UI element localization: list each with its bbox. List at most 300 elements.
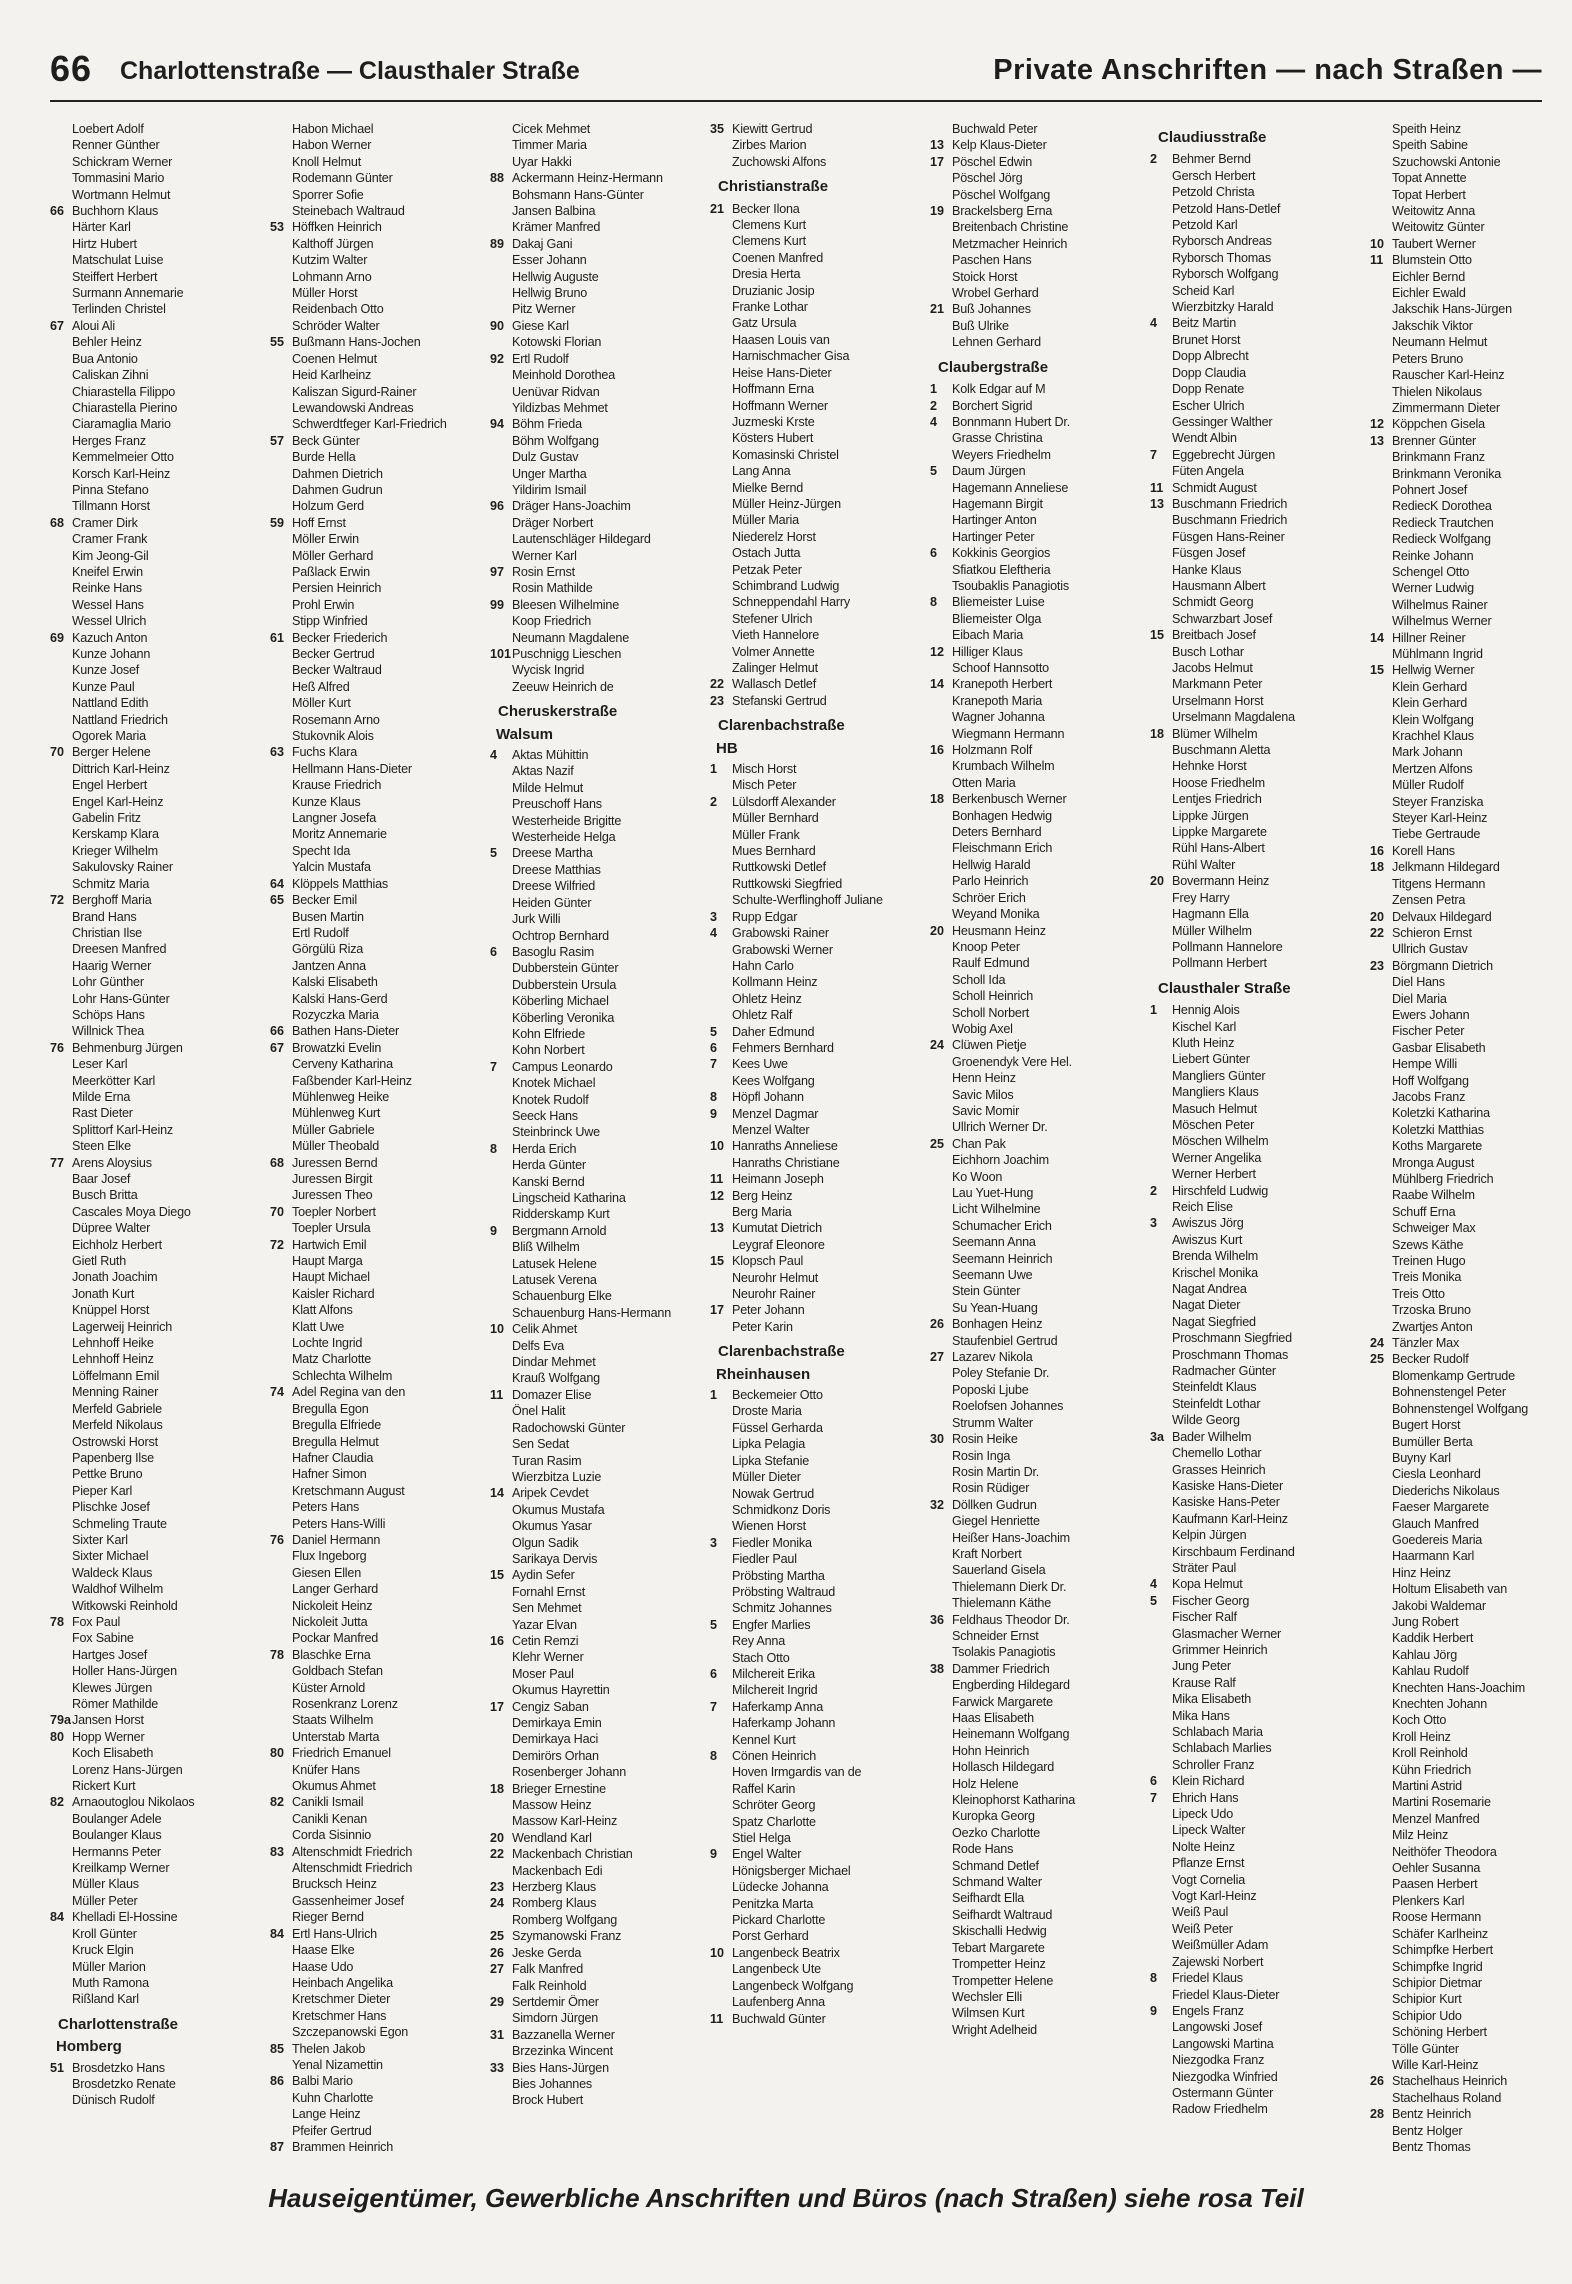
house-number	[490, 482, 512, 498]
house-number: 4	[930, 414, 938, 429]
resident-entry	[930, 1546, 1144, 1562]
resident-name: Scheid Karl	[1172, 283, 1235, 298]
resident-entry	[710, 1830, 924, 1846]
house-number	[710, 611, 732, 627]
house-number	[930, 1234, 952, 1250]
resident-entry	[1150, 644, 1364, 660]
resident-entry	[270, 1548, 484, 1564]
house-number	[710, 777, 732, 793]
resident-entry	[710, 1928, 924, 1944]
resident-entry	[930, 808, 1144, 824]
house-number	[710, 365, 732, 381]
resident-entry	[270, 1614, 484, 1630]
resident-name: Masuch Helmut	[1172, 1101, 1257, 1116]
resident-name: Bliß Wilhelm	[512, 1240, 580, 1255]
resident-entry	[1370, 1253, 1572, 1269]
house-number	[710, 859, 732, 875]
house-number	[1150, 184, 1172, 200]
house-number	[50, 301, 72, 317]
resident-name: Moritz Annemarie	[292, 827, 387, 842]
resident-entry	[490, 1748, 704, 1764]
house-number: 6	[710, 1040, 718, 1055]
house-number: 8	[930, 595, 938, 610]
resident-name: Urselmann Magdalena	[1172, 710, 1295, 725]
resident-name: Schmeling Traute	[72, 1516, 167, 1531]
house-number	[50, 679, 72, 695]
resident-entry	[490, 1945, 704, 1961]
resident-name: Fox Sabine	[72, 1631, 134, 1646]
house-number	[1150, 299, 1172, 315]
house-number	[930, 562, 952, 578]
resident-entry	[1150, 627, 1364, 643]
resident-name: Tommasini Mario	[72, 171, 165, 186]
resident-entry	[710, 1155, 924, 1171]
resident-entry	[490, 301, 704, 317]
resident-entry	[490, 400, 704, 416]
house-number	[50, 187, 72, 203]
house-number	[270, 1499, 292, 1515]
house-number	[1150, 1199, 1172, 1215]
resident-entry	[490, 384, 704, 400]
house-number	[1370, 301, 1392, 317]
resident-name: Friedel Klaus-Dieter	[1172, 1987, 1280, 2002]
resident-name: Busen Martin	[292, 909, 364, 924]
resident-entry	[1150, 1379, 1364, 1395]
resident-entry	[270, 744, 484, 760]
resident-name: Kroll Reinhold	[1392, 1746, 1468, 1761]
house-number: 14	[930, 677, 945, 692]
resident-entry	[1370, 974, 1572, 990]
resident-entry	[270, 941, 484, 957]
resident-entry	[270, 1959, 484, 1975]
resident-name: Vogt Cornelia	[1172, 1872, 1246, 1887]
house-number	[270, 1811, 292, 1827]
resident-name: Lüdecke Johanna	[732, 1880, 829, 1895]
resident-name: Schröder Walter	[292, 318, 380, 333]
house-number: 5	[710, 1024, 718, 1039]
resident-name: Kutzim Walter	[292, 253, 368, 268]
resident-entry	[930, 1349, 1144, 1365]
resident-entry	[490, 1256, 704, 1272]
house-number	[930, 627, 952, 643]
resident-entry	[1150, 857, 1364, 873]
house-number	[1150, 1839, 1172, 1855]
house-number	[490, 433, 512, 449]
column-7	[1370, 121, 1572, 2155]
resident-name: Proschmann Thomas	[1172, 1347, 1289, 1362]
resident-entry	[270, 1040, 484, 1056]
resident-entry	[1370, 1187, 1572, 1203]
resident-entry	[930, 1694, 1144, 1710]
house-number	[930, 1251, 952, 1267]
resident-name: Treinen Hugo	[1392, 1254, 1466, 1269]
house-number	[50, 794, 72, 810]
house-number: 66	[270, 1024, 285, 1039]
house-number: 82	[270, 1795, 285, 1810]
house-number	[930, 1743, 952, 1759]
resident-entry	[50, 695, 264, 711]
house-number	[1370, 269, 1392, 285]
resident-name: Habon Michael	[292, 122, 374, 136]
resident-entry	[270, 1007, 484, 1023]
resident-entry	[490, 1994, 704, 2010]
house-number	[1150, 365, 1172, 381]
resident-entry	[50, 1876, 264, 1892]
resident-entry	[930, 187, 1144, 203]
resident-name: Coenen Helmut	[292, 351, 377, 366]
house-number	[1150, 1347, 1172, 1363]
house-number	[930, 906, 952, 922]
resident-entry	[710, 693, 924, 709]
resident-name: Leygraf Eleonore	[732, 1237, 825, 1252]
house-number	[710, 1204, 732, 1220]
resident-name: Stoick Horst	[952, 269, 1018, 284]
house-number	[1370, 1811, 1392, 1827]
resident-entry	[1150, 1494, 1364, 1510]
resident-name: Fuchs Klara	[292, 745, 357, 760]
house-number	[1150, 463, 1172, 479]
footer-note: Hauseigentümer, Gewerbliche Anschriften und Büros (nach Straßen) siehe rosa Teil	[268, 2183, 1304, 2213]
house-number	[1150, 1248, 1172, 1264]
resident-name: Splittorf Karl-Heinz	[72, 1122, 173, 1137]
house-number	[490, 580, 512, 596]
resident-name: Markmann Peter	[1172, 677, 1263, 692]
house-number	[50, 1811, 72, 1827]
resident-name: Thelen Jakob	[292, 2041, 366, 2056]
resident-entry	[710, 217, 924, 233]
resident-entry	[270, 1138, 484, 1154]
resident-entry	[710, 909, 924, 925]
house-number	[1370, 1598, 1392, 1614]
house-number	[1150, 1740, 1172, 1756]
house-number	[50, 137, 72, 153]
resident-entry	[710, 1436, 924, 1452]
resident-name: Gassenheimer Josef	[292, 1893, 404, 1908]
house-number	[930, 972, 952, 988]
resident-entry	[270, 630, 484, 646]
resident-name: Scholl Ida	[952, 972, 1006, 987]
house-number	[1370, 1959, 1392, 1975]
resident-entry	[1370, 301, 1572, 317]
house-number	[270, 1056, 292, 1072]
house-number	[50, 449, 72, 465]
house-number	[1370, 1401, 1392, 1417]
resident-entry	[490, 1469, 704, 1485]
resident-entry	[1370, 367, 1572, 383]
resident-name: Ohletz Ralf	[732, 1008, 793, 1023]
resident-name: Wendland Karl	[512, 1830, 592, 1845]
resident-entry	[1150, 1232, 1364, 1248]
resident-entry	[710, 827, 924, 843]
house-number	[50, 1483, 72, 1499]
house-number	[50, 1926, 72, 1942]
resident-entry	[270, 1483, 484, 1499]
resident-entry	[1150, 1035, 1364, 1051]
house-number	[50, 1368, 72, 1384]
resident-entry	[930, 1497, 1144, 1513]
house-number	[930, 1759, 952, 1775]
resident-entry	[50, 1269, 264, 1285]
house-number	[270, 2008, 292, 2024]
house-number	[490, 1535, 512, 1551]
resident-entry	[1150, 1412, 1364, 1428]
house-number	[270, 859, 292, 875]
resident-name: Schulte-Werflinghoff Juliane	[732, 893, 883, 908]
resident-entry	[710, 562, 924, 578]
house-number	[50, 1319, 72, 1335]
resident-entry	[490, 219, 704, 235]
house-number	[1150, 201, 1172, 217]
house-number: 16	[930, 743, 945, 758]
resident-name: Kahlau Jörg	[1392, 1647, 1458, 1662]
house-number	[930, 1267, 952, 1283]
resident-entry	[710, 1237, 924, 1253]
resident-entry	[490, 911, 704, 927]
resident-name: Mühlmann Ingrid	[1392, 647, 1483, 661]
resident-name: Persien Heinrich	[292, 581, 382, 596]
house-number	[1150, 775, 1172, 791]
resident-name: Dammer Friedrich	[952, 1661, 1050, 1676]
resident-entry	[930, 1382, 1144, 1398]
resident-entry	[270, 1089, 484, 1105]
resident-entry	[50, 859, 264, 875]
resident-entry	[1150, 1248, 1364, 1264]
resident-entry	[710, 1797, 924, 1813]
resident-name: Haarig Werner	[72, 958, 152, 973]
resident-name: Giegel Henriette	[952, 1514, 1040, 1529]
resident-entry	[710, 332, 924, 348]
house-number	[1370, 1302, 1392, 1318]
resident-entry	[490, 351, 704, 367]
resident-entry	[50, 1056, 264, 1072]
resident-name: Grasses Heinrich	[1172, 1462, 1266, 1477]
resident-entry	[1370, 958, 1572, 974]
resident-entry	[930, 988, 1144, 1004]
resident-name: Korsch Karl-Heinz	[72, 466, 171, 481]
resident-entry	[270, 1105, 484, 1121]
house-number	[1150, 1954, 1172, 1970]
house-number: 11	[710, 1172, 724, 1187]
resident-entry	[270, 433, 484, 449]
resident-entry	[270, 1696, 484, 1712]
resident-entry	[490, 895, 704, 911]
resident-entry	[930, 726, 1144, 742]
resident-name: Küster Arnold	[292, 1680, 366, 1695]
house-number	[710, 1453, 732, 1469]
resident-name: Breitbach Josef	[1172, 628, 1256, 643]
resident-name: Esser Johann	[512, 253, 587, 268]
resident-name: Speith Sabine	[1392, 138, 1468, 153]
resident-name: Poposki Ljube	[952, 1382, 1029, 1397]
house-number	[930, 1283, 952, 1299]
resident-entry	[50, 1581, 264, 1597]
resident-name: Heß Alfred	[292, 679, 350, 694]
house-number	[1370, 515, 1392, 531]
resident-name: Rodemann Günter	[292, 171, 393, 186]
house-number	[1150, 1872, 1172, 1888]
resident-entry	[1150, 545, 1364, 561]
resident-entry	[50, 613, 264, 629]
resident-entry	[50, 679, 264, 695]
resident-name: Kretschmer Dieter	[292, 1992, 391, 2007]
resident-entry	[50, 1548, 264, 1564]
resident-entry	[1370, 1778, 1572, 1794]
resident-name: Kelpin Jürgen	[1172, 1528, 1247, 1543]
house-number	[1370, 1647, 1392, 1663]
house-number	[1370, 1844, 1392, 1860]
house-number	[490, 1124, 512, 1140]
resident-name: Leser Karl	[72, 1057, 128, 1072]
resident-entry	[1370, 1204, 1572, 1220]
resident-name: Kanski Bernd	[512, 1174, 585, 1189]
house-number	[1150, 1921, 1172, 1937]
resident-entry	[50, 1794, 264, 1810]
resident-name: Hirschfeld Ludwig	[1172, 1183, 1268, 1198]
resident-name: Dräger Norbert	[512, 515, 594, 530]
street-heading: Clarenbachstraße	[718, 1343, 845, 1361]
resident-name: Pöschel Jörg	[952, 171, 1023, 186]
resident-name: Dreese Matthias	[512, 862, 601, 877]
house-number	[930, 1119, 952, 1135]
resident-name: Dubberstein Ursula	[512, 977, 617, 992]
resident-name: Haupt Marga	[292, 1254, 363, 1269]
house-number	[1370, 1565, 1392, 1581]
house-number	[490, 1075, 512, 1091]
resident-name: Langner Josefa	[292, 811, 377, 826]
resident-entry	[50, 1450, 264, 1466]
house-number	[50, 1204, 72, 1220]
resident-name: Bregulla Egon	[292, 1401, 369, 1416]
resident-name: Harnischmacher Gisa	[732, 349, 850, 364]
house-number: 7	[710, 1057, 718, 1072]
resident-name: Wienen Horst	[732, 1519, 806, 1534]
house-number	[1150, 562, 1172, 578]
house-number	[930, 775, 952, 791]
house-number	[710, 892, 732, 908]
resident-entry	[50, 761, 264, 777]
resident-entry	[50, 318, 264, 334]
resident-entry	[1150, 1429, 1364, 1445]
resident-name: Brosdetzko Hans	[72, 2060, 165, 2075]
resident-entry	[490, 1682, 704, 1698]
resident-entry	[50, 744, 264, 760]
resident-name: Martini Rosemarie	[1392, 1795, 1491, 1810]
house-number	[710, 1830, 732, 1846]
house-number	[710, 283, 732, 299]
house-number	[50, 1138, 72, 1154]
resident-name: Kolk Edgar auf M	[952, 382, 1046, 397]
resident-name: Lewandowski Andreas	[292, 400, 414, 415]
resident-name: Römer Mathilde	[72, 1697, 159, 1711]
resident-entry	[490, 1223, 704, 1239]
resident-name: Papenberg Ilse	[72, 1450, 154, 1465]
resident-name: Haasen Louis van	[732, 332, 830, 347]
resident-entry	[50, 1778, 264, 1794]
resident-entry	[50, 1073, 264, 1089]
resident-entry	[1150, 1019, 1364, 1035]
resident-name: Falk Reinhold	[512, 1978, 587, 1993]
house-number	[270, 351, 292, 367]
resident-name: Pöschel Edwin	[952, 154, 1033, 169]
resident-entry	[50, 1680, 264, 1696]
resident-name: Adel Regina van den	[292, 1385, 406, 1400]
house-number	[710, 1978, 732, 1994]
resident-entry	[710, 1863, 924, 1879]
house-number: 4	[490, 748, 498, 763]
resident-entry	[1150, 660, 1364, 676]
house-number	[930, 1005, 952, 1021]
street-heading: Christianstraße	[718, 178, 829, 196]
resident-name: Becker Waltraud	[292, 663, 382, 678]
resident-name: Oehler Susanna	[1392, 1861, 1481, 1876]
resident-name: Bentz Thomas	[1392, 2139, 1471, 2154]
resident-name: Lentjes Friedrich	[1172, 792, 1262, 807]
resident-name: Mangliers Günter	[1172, 1068, 1266, 1083]
street-heading: Claubergstraße	[938, 358, 1049, 376]
house-number	[1150, 2069, 1172, 2085]
resident-name: Beck Günter	[292, 433, 360, 448]
resident-entry	[490, 1288, 704, 1304]
resident-entry	[1370, 187, 1572, 203]
house-number	[1370, 1171, 1392, 1187]
resident-name: Kretschmann August	[292, 1483, 405, 1498]
resident-entry	[930, 1989, 1144, 2005]
resident-name: Jantzen Anna	[292, 958, 366, 973]
resident-entry	[50, 433, 264, 449]
house-number	[1370, 1450, 1392, 1466]
resident-entry	[270, 1499, 484, 1515]
house-number	[1370, 1827, 1392, 1843]
resident-entry	[710, 1633, 924, 1649]
resident-entry	[1150, 1872, 1364, 1888]
resident-entry	[930, 1825, 1144, 1841]
house-number	[50, 170, 72, 186]
resident-entry	[1370, 531, 1572, 547]
resident-name: Pollmann Herbert	[1172, 956, 1267, 971]
resident-entry	[1150, 1084, 1364, 1100]
resident-name: Jelkmann Hildegard	[1392, 860, 1500, 875]
resident-name: Staats Wilhelm	[292, 1713, 374, 1728]
house-number	[930, 252, 952, 268]
resident-entry	[490, 1715, 704, 1731]
resident-entry	[270, 1762, 484, 1778]
resident-name: Steen Elke	[72, 1139, 131, 1154]
resident-name: Brock Hubert	[512, 2093, 584, 2108]
house-number	[50, 695, 72, 711]
resident-name: Pockar Manfred	[292, 1631, 379, 1646]
resident-entry	[710, 1814, 924, 1830]
resident-entry	[930, 154, 1144, 170]
house-number	[710, 1237, 732, 1253]
house-number	[1370, 1040, 1392, 1056]
resident-name: Yildirim Ismail	[512, 482, 587, 497]
resident-entry	[1150, 1166, 1364, 1182]
house-number	[490, 2010, 512, 2026]
resident-entry	[490, 1666, 704, 1682]
house-number: 27	[490, 1962, 505, 1977]
resident-name: Massow Karl-Heinz	[512, 1814, 618, 1829]
house-number: 16	[490, 1633, 505, 1648]
resident-name: Hartwich Emil	[292, 1237, 367, 1252]
house-number: 2	[1150, 152, 1158, 167]
resident-entry	[710, 137, 924, 153]
house-number: 7	[490, 1059, 498, 1074]
resident-entry	[490, 1354, 704, 1370]
house-number	[270, 154, 292, 170]
resident-entry	[710, 1994, 924, 2010]
resident-entry	[1370, 416, 1572, 432]
resident-name: Menning Rainer	[72, 1385, 159, 1400]
